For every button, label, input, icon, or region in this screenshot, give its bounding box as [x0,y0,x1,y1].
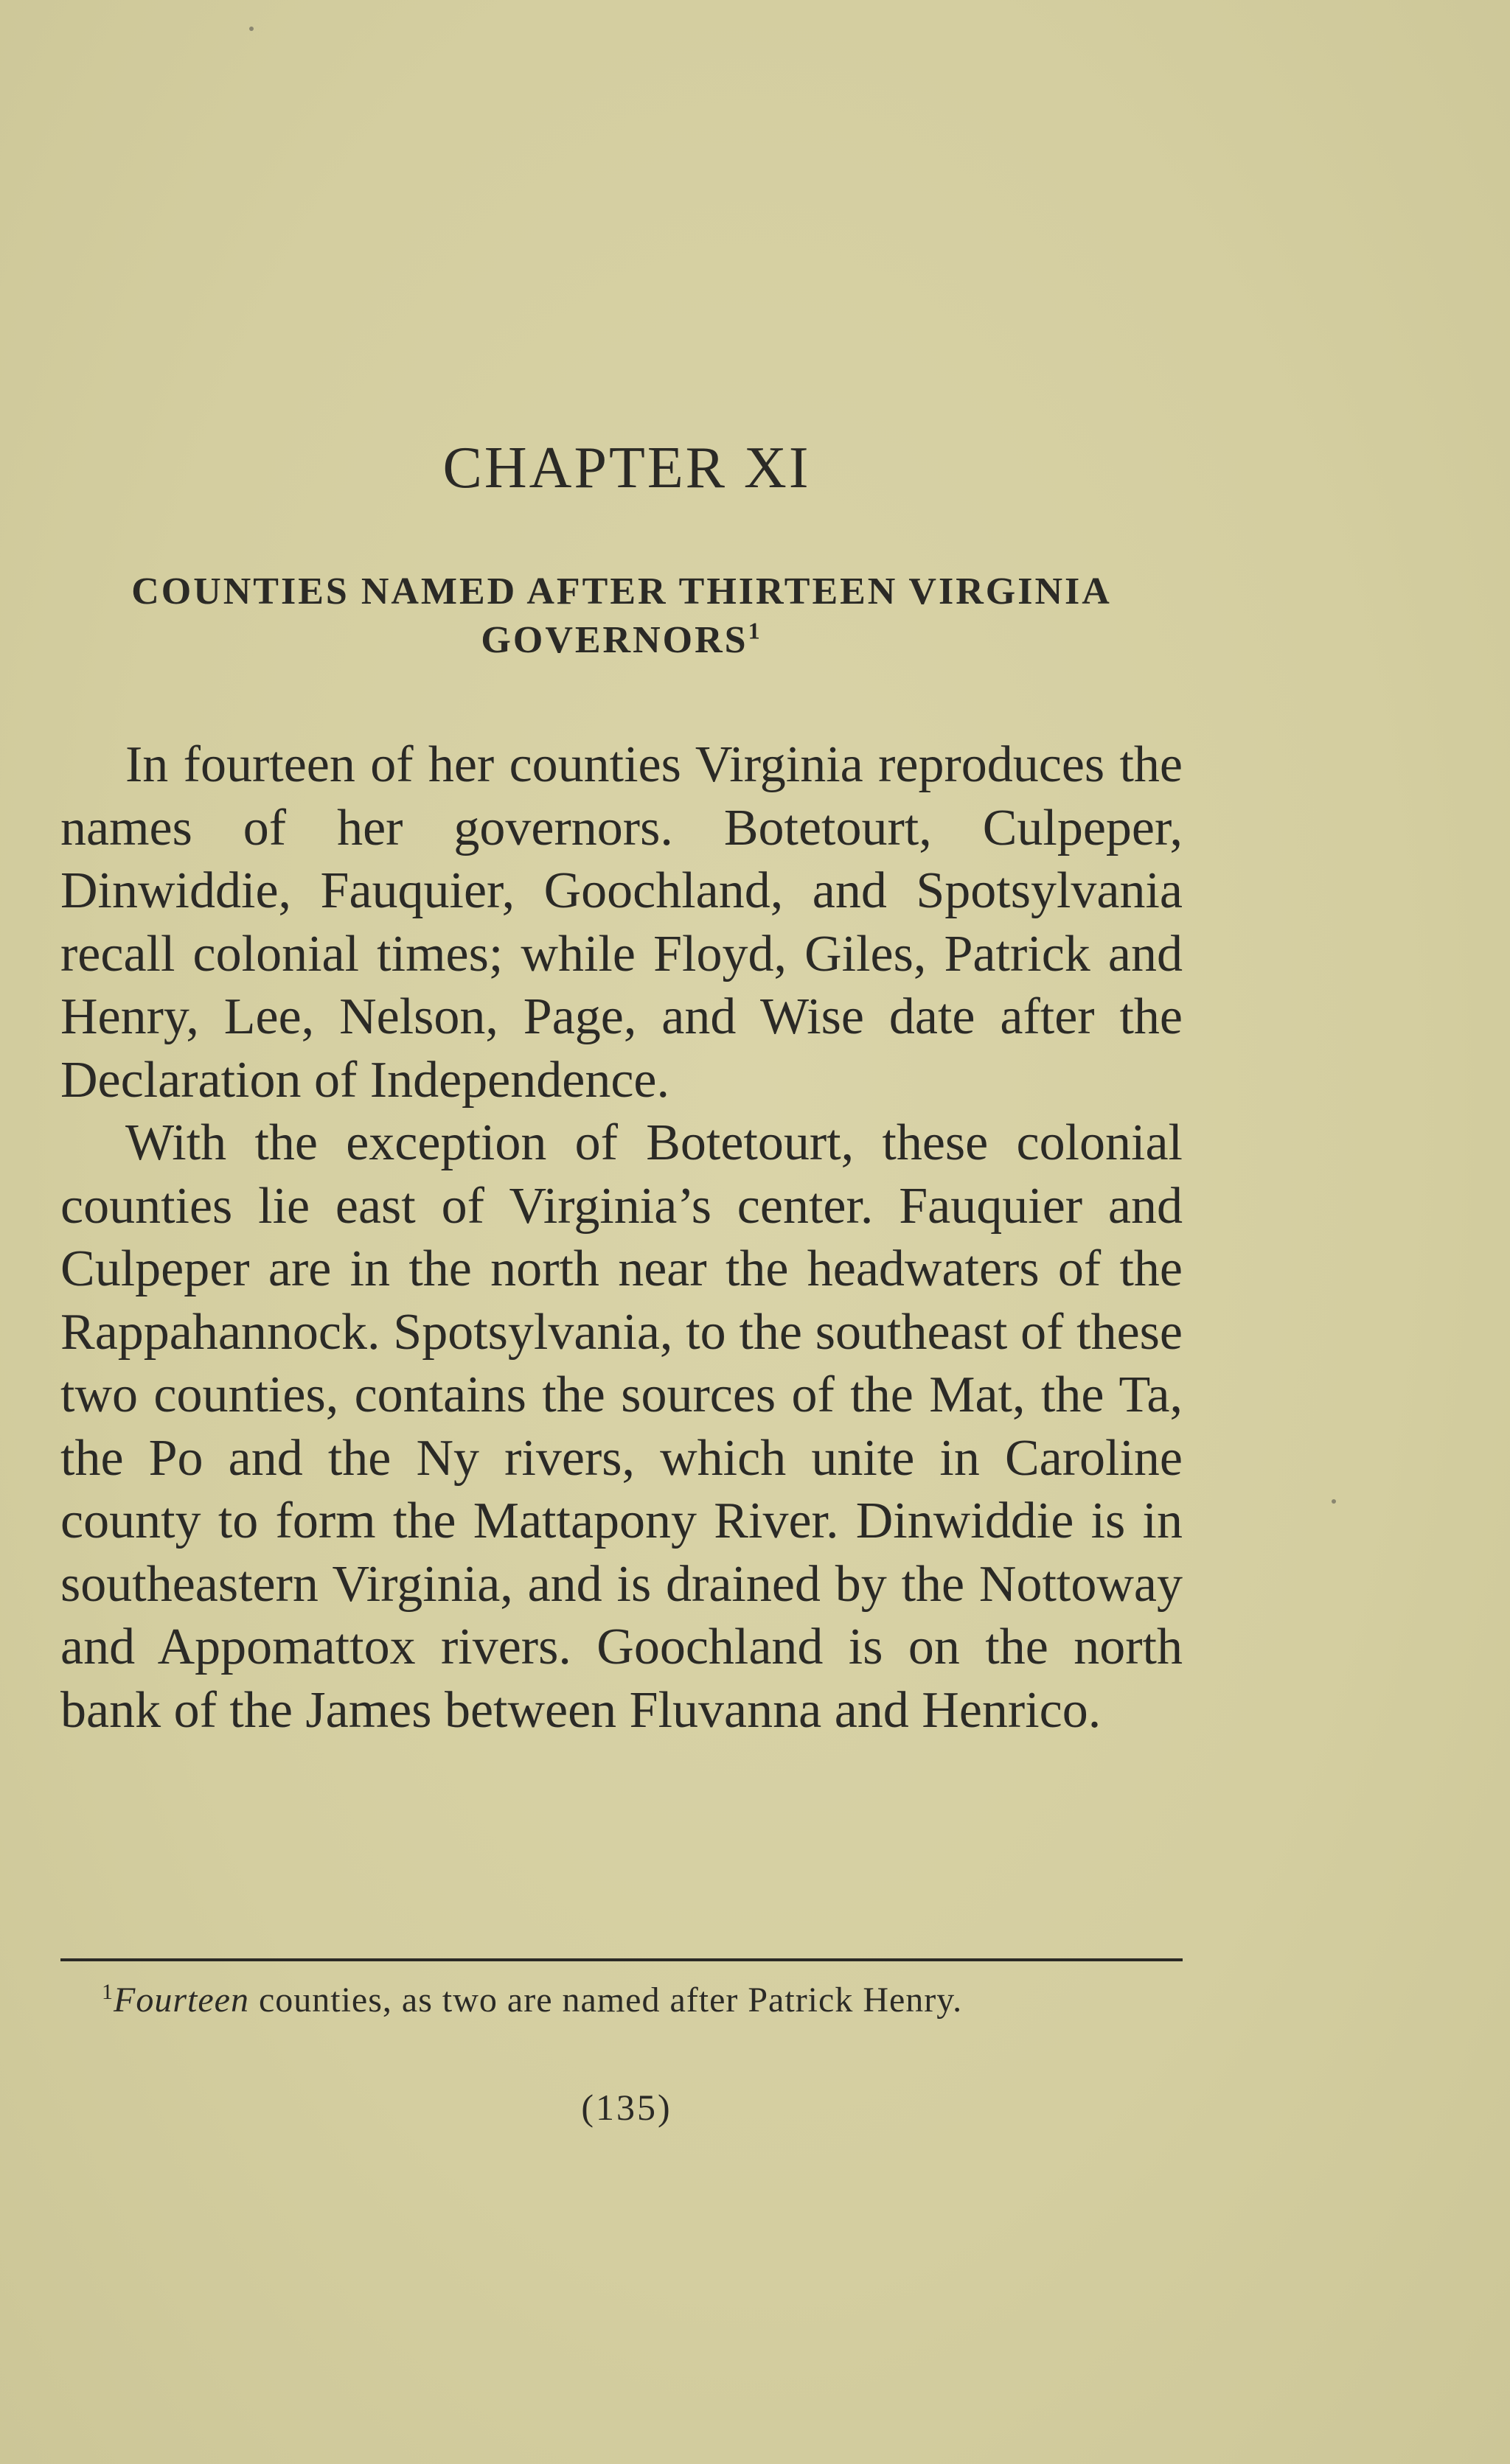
footnote-divider [60,1958,1183,1961]
paper-speck [249,27,254,31]
body-paragraph-2: With the exception of Botetourt, these colonial counties lie east of Virginia’s center. Fauquier and Culpeper are in the north near the headwaters of the Rappahannock. Spotsylvania, to the southeast of these two counties, contains the sources of the Mat, the Ta, the Po and the Ny rivers, which unite in Caroline county to form the Mattapony River. Dinwiddie is in southeastern Virginia, and is drained by the Nottoway and Appomattox rivers. Goochland is on the north bank of the James between Fluvanna and Henrico. [60,1114,1183,1739]
paper-speck [1332,1499,1336,1504]
footnote-text: counties, as two are named after Patrick Henry. [248,1980,963,2020]
chapter-body [60,733,1183,1742]
chapter-subtitle [60,568,1183,665]
footnote-emphasis: Fourteen [114,1980,249,2020]
footnote [60,1979,1183,2022]
page-number: (135) [581,2087,672,2128]
chapter-title: CHAPTER XI [442,436,811,500]
body-paragraph-1: In fourteen of her counties Virginia reproduces the names of her governors. Botetourt, Culpeper, Dinwiddie, Fauquier, Goochland, and Spotsylvania recall colonial times; while Floyd, Giles, Patrick and Henry, Lee, Nelson, Page, and Wise date after the Declaration of Independence. [60,736,1183,1109]
subtitle-footnote-mark: 1 [748,617,762,644]
footnote-mark: 1 [102,1980,114,2004]
chapter-subtitle-text: COUNTIES NAMED AFTER THIRTEEN VIRGINIA GOVERNORS [131,570,1112,661]
